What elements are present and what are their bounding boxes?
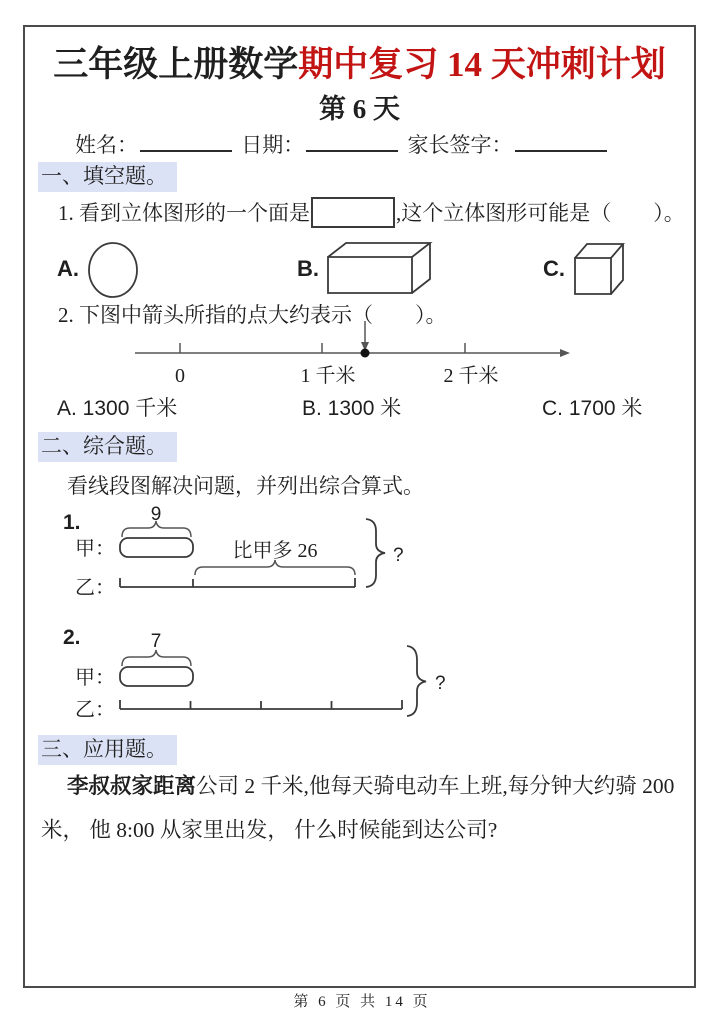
- section-comprehensive-heading: 二、综合题。: [38, 432, 177, 462]
- cube-shape-icon: [572, 240, 630, 298]
- name-label: 姓名：: [75, 133, 138, 157]
- segment-diagram-2: [55, 620, 495, 732]
- diagram2-number: 2.: [63, 626, 81, 649]
- q1-text-after: ,这个立体图形可能是（ ）。: [396, 201, 685, 225]
- diagram1-jia-value: 9: [150, 505, 162, 525]
- application-problem: [41, 764, 689, 852]
- q1-option-b-label: B.: [297, 256, 319, 281]
- marked-point-dot: [361, 349, 370, 358]
- q2-option-c: C. 1700 米: [542, 397, 643, 420]
- diagram1-jia-brace: [122, 521, 191, 537]
- diagram1-jia-bar: [120, 538, 193, 557]
- section-comprehensive-instruction: 看线段图解决问题，并列出综合算式。: [67, 474, 424, 498]
- diagram1-yi-note: 比甲多 26: [232, 540, 318, 562]
- problem-line-2: 米， 他 8:00 从家里出发， 什么时候能到达公司?: [41, 818, 498, 842]
- section-fill-heading: 一、填空题。: [38, 162, 177, 192]
- problem-line-1-rest: 公司 2 千米,他每天骑电动车上班,每分钟大约骑 200: [196, 774, 675, 798]
- diagram2-jia-bar: [120, 667, 193, 686]
- diagram2-jia-brace: [122, 650, 191, 666]
- q2-option-b: B. 1300 米: [302, 397, 402, 420]
- title-black-part: 三年级上册数学: [53, 45, 299, 84]
- worksheet-page-frame: [23, 25, 696, 988]
- diagram1-yi-brace: [195, 560, 355, 575]
- axis-arrowhead: [560, 349, 570, 357]
- diagram1-number: 1.: [63, 511, 81, 534]
- diagram2-jia-value: 7: [150, 631, 162, 652]
- q1-answer-box: [311, 197, 395, 228]
- q1-option-a-label: A.: [57, 256, 79, 281]
- problem-bold-part: 李叔叔家距离: [67, 774, 197, 798]
- signature-blank: [515, 132, 607, 152]
- diagram2-total-brace: [407, 646, 426, 716]
- tick-label-0: 0: [175, 365, 185, 387]
- segment-diagram-1: [55, 505, 435, 617]
- diagram1-question-mark: ?: [393, 545, 404, 566]
- header-fields: [75, 129, 611, 159]
- q1-text-before: 1. 看到立体图形的一个面是: [58, 201, 310, 225]
- diagram1-total-brace: [366, 519, 385, 587]
- q1-option-a: [57, 239, 142, 299]
- page-footer: 第 6 页 共 14 页: [293, 994, 431, 1010]
- signature-label: 家长签字：: [407, 133, 513, 157]
- page-title: [25, 37, 694, 87]
- diagram2-question-mark: ?: [435, 673, 446, 694]
- circle-shape-icon: [86, 239, 142, 299]
- page-subtitle: 第 6 天: [319, 94, 400, 124]
- diagram1-yi-label: 乙：: [75, 577, 115, 599]
- tick-label-1km: 1 千米: [300, 365, 356, 387]
- tick-label-2km: 2 千米: [443, 365, 499, 387]
- section-application-heading: 三、应用题。: [38, 735, 177, 765]
- q1-option-b: [297, 239, 436, 299]
- number-line-diagram: [120, 319, 582, 399]
- title-red-part: 期中复习 14 天冲刺计划: [298, 45, 666, 84]
- diagram2-yi-label: 乙：: [75, 699, 115, 721]
- q2-option-a: A. 1300 千米: [57, 397, 178, 420]
- cuboid-shape-icon: [326, 240, 436, 298]
- q1-option-c: [543, 239, 630, 299]
- diagram1-jia-label: 甲：: [75, 538, 115, 560]
- date-label: 日期：: [241, 133, 305, 157]
- diagram2-jia-label: 甲：: [75, 667, 115, 689]
- q1-option-c-label: C.: [543, 256, 565, 281]
- question-1: [58, 197, 685, 228]
- problem-line-1: [41, 764, 689, 808]
- question-2: 2. 下图中箭头所指的点大约表示（ ）。: [58, 303, 447, 327]
- date-blank: [306, 132, 398, 152]
- name-blank: [140, 132, 232, 152]
